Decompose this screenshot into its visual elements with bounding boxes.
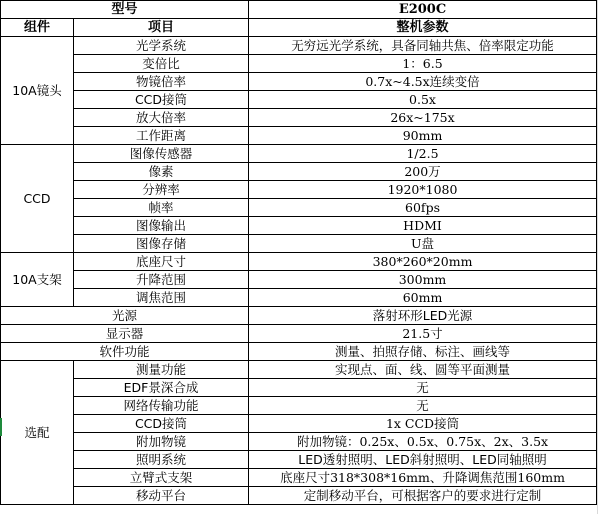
item-cell: 光学系统 [74,37,249,55]
item-cell: 物镜倍率 [74,73,249,91]
table-row [1,289,597,307]
item-cell: 放大倍率 [74,109,249,127]
value-cell: 落射环形LED光源 [249,307,597,325]
item-cell: 帧率 [74,199,249,217]
value-cell: LED透射照明、LED斜射照明、LED同轴照明 [249,451,597,469]
item-cell: 显示器 [1,325,249,343]
item-cell: 图像输出 [74,217,249,235]
table-row [1,361,597,379]
item-cell: 图像传感器 [74,145,249,163]
value-cell: 无 [249,397,597,415]
table-row [1,91,597,109]
table-row [1,487,597,505]
value-cell: 300mm [249,271,597,289]
value-cell: 附加物镜：0.25x、0.5x、0.75x、2x、3.5x [249,433,597,451]
table-row [1,181,597,199]
item-cell: EDF景深合成 [74,379,249,397]
value-cell: HDMI [249,217,597,235]
model-label: 型号 [1,1,249,19]
header-row [1,19,597,37]
value-cell: 1/2.5 [249,145,597,163]
table-row [1,163,597,181]
group-options: 选配 [1,361,74,505]
value-cell: 测量、拍照存储、标注、画线等 [249,343,597,361]
value-cell: 定制移动平台，可根据客户的要求进行定制 [249,487,597,505]
table-row [1,379,597,397]
item-cell: CCD接筒 [74,91,249,109]
model-value: E200C [249,1,597,19]
table-row [1,55,597,73]
col-item-header: 项目 [74,19,249,37]
value-cell: 380*260*20mm [249,253,597,271]
value-cell: 1x CCD接筒 [249,415,597,433]
item-cell: 底座尺寸 [74,253,249,271]
value-cell: 实现点、面、线、圆等平面测量 [249,361,597,379]
item-cell: 照明系统 [74,451,249,469]
table-row [1,397,597,415]
value-cell: 无 [249,379,597,397]
value-cell: 26x~175x [249,109,597,127]
item-cell: 调焦范围 [74,289,249,307]
item-cell: 光源 [1,307,249,325]
value-cell: 60mm [249,289,597,307]
item-cell: 分辨率 [74,181,249,199]
item-cell: 工作距离 [74,127,249,145]
item-cell: 网络传输功能 [74,397,249,415]
item-cell: 变倍比 [74,55,249,73]
table-row [1,271,597,289]
table-row [1,127,597,145]
item-cell: 测量功能 [74,361,249,379]
item-cell: 附加物镜 [74,433,249,451]
table-row [1,199,597,217]
cell-selection-marker [0,418,2,436]
value-cell: 0.7x~4.5x连续变倍 [249,73,597,91]
table-row [1,145,597,163]
value-cell: 60fps [249,199,597,217]
item-cell: 升降范围 [74,271,249,289]
table-row [1,73,597,91]
table-row [1,415,597,433]
value-cell: 21.5寸 [249,325,597,343]
item-cell: CCD接筒 [74,415,249,433]
item-cell: 图像存储 [74,235,249,253]
group-ccd: CCD [1,145,74,253]
table-row [1,253,597,271]
item-cell: 立臂式支架 [74,469,249,487]
table-row [1,343,597,361]
value-cell: 1：6.5 [249,55,597,73]
group-stand: 10A支架 [1,253,74,307]
table-row [1,433,597,451]
col-params-header: 整机参数 [249,19,597,37]
table-row [1,109,597,127]
item-cell: 像素 [74,163,249,181]
table-row [1,325,597,343]
table-row [1,37,597,55]
value-cell: 1920*1080 [249,181,597,199]
value-cell: 0.5x [249,91,597,109]
table-row [1,469,597,487]
value-cell: U盘 [249,235,597,253]
table-row [1,307,597,325]
table-row [1,217,597,235]
col-component-header: 组件 [1,19,74,37]
value-cell: 无穷远光学系统，具备同轴共焦、倍率限定功能 [249,37,597,55]
value-cell: 200万 [249,163,597,181]
item-cell: 软件功能 [1,343,249,361]
table-row [1,451,597,469]
item-cell: 移动平台 [74,487,249,505]
value-cell: 90mm [249,127,597,145]
value-cell: 底座尺寸318*308*16mm、升降调焦范围160mm [249,469,597,487]
model-row [1,1,597,19]
group-lens: 10A镜头 [1,37,74,145]
table-row [1,235,597,253]
